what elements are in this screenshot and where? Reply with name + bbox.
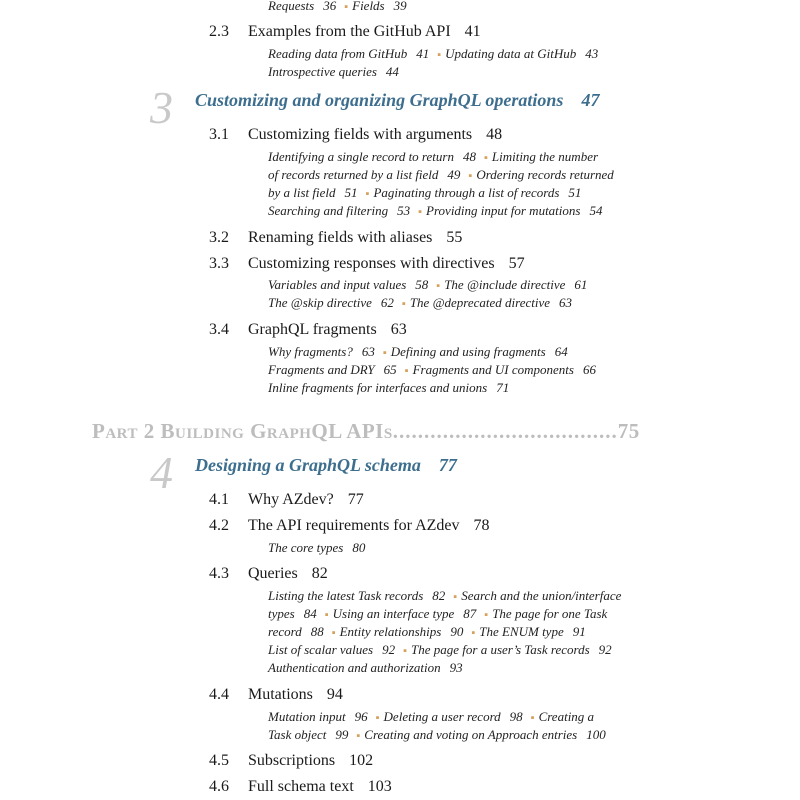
subtopic-page: 82 <box>432 588 446 603</box>
subtopic-page: 71 <box>496 380 510 395</box>
subtopic-line <box>268 277 591 293</box>
section-number: 4.5 <box>209 752 229 769</box>
section-number: 4.6 <box>209 778 229 795</box>
subtopic-title: Task object <box>268 727 327 742</box>
section-heading <box>209 126 502 144</box>
subtopic-title: Listing the latest Task records <box>268 588 424 603</box>
section-number: 4.4 <box>209 686 229 703</box>
subtopic-title: List of scalar values <box>268 642 374 657</box>
subtopic-page: 36 <box>323 0 337 13</box>
section-page: 94 <box>326 686 343 703</box>
section-title: Customizing responses with directives <box>248 255 495 272</box>
subtopic-page: 99 <box>335 727 349 742</box>
bullet-separator: ▪ <box>468 170 473 182</box>
subtopic-title: The core types <box>268 540 344 555</box>
subtopic-page: 93 <box>449 660 463 675</box>
section-page: 102 <box>349 752 374 769</box>
subtopic-title: The page for a user’s Task records <box>411 642 590 657</box>
bullet-separator: ▪ <box>453 591 458 603</box>
section-page: 63 <box>390 321 407 338</box>
subtopic-line <box>268 344 572 360</box>
section-heading <box>209 517 490 535</box>
subtopic-page: 80 <box>352 540 366 555</box>
part-page: 75 <box>617 419 640 443</box>
subtopic-title: Fragments and UI components <box>412 362 574 377</box>
subtopic-page: 58 <box>415 277 429 292</box>
section-title: Renaming fields with aliases <box>248 229 433 246</box>
subtopic-title: The @skip directive <box>268 295 372 310</box>
subtopic-page: 84 <box>303 606 317 621</box>
subtopic-title: Mutation input <box>268 709 346 724</box>
chapter-title <box>195 90 599 111</box>
section-heading <box>209 23 481 41</box>
subtopic-line <box>268 727 610 743</box>
bullet-separator: ▪ <box>471 627 476 639</box>
section-number: 4.2 <box>209 517 229 534</box>
subtopic-title: Why fragments? <box>268 344 353 359</box>
bullet-separator: ▪ <box>401 298 406 310</box>
subtopic-line <box>268 588 621 604</box>
subtopic-page: 96 <box>354 709 368 724</box>
subtopic-page: 64 <box>554 344 568 359</box>
subtopic-title: of records returned by a list field <box>268 167 439 182</box>
chapter-number: 3 <box>150 82 173 133</box>
subtopic-line <box>268 46 602 62</box>
section-page: 77 <box>347 491 364 508</box>
subtopic-title: The page for one Task <box>492 606 608 621</box>
subtopic-line <box>268 380 513 396</box>
bullet-separator: ▪ <box>483 152 488 164</box>
subtopic-title: Variables and input values <box>268 277 407 292</box>
subtopic-page: 39 <box>393 0 407 13</box>
bullet-separator: ▪ <box>382 347 387 359</box>
subtopic-line <box>268 0 411 14</box>
subtopic-title: Deleting a user record <box>383 709 501 724</box>
subtopic-title: The @deprecated directive <box>409 295 551 310</box>
subtopic-title: Creating and voting on Approach entries <box>364 727 578 742</box>
section-heading <box>209 491 364 509</box>
subtopic-title: Paginating through a list of records <box>373 185 560 200</box>
bullet-separator: ▪ <box>404 365 409 377</box>
section-heading <box>209 686 343 704</box>
section-title: Examples from the GitHub API <box>248 23 451 40</box>
subtopic-page: 92 <box>598 642 612 657</box>
subtopic-page: 92 <box>382 642 396 657</box>
subtopic-title: Using an interface type <box>332 606 455 621</box>
subtopic-title: Fragments and DRY <box>268 362 375 377</box>
chapter-title-text: Customizing and organizing GraphQL operations <box>195 90 564 110</box>
subtopic-title: Creating a <box>538 709 595 724</box>
bullet-separator: ▪ <box>324 609 329 621</box>
subtopic-page: 91 <box>572 624 586 639</box>
bullet-separator: ▪ <box>418 206 423 218</box>
subtopic-title: types <box>268 606 295 621</box>
subtopic-page: 49 <box>447 167 461 182</box>
section-number: 4.1 <box>209 491 229 508</box>
subtopic-line <box>268 540 369 556</box>
section-heading <box>209 778 392 796</box>
section-page: 57 <box>508 255 525 272</box>
subtopic-page: 61 <box>574 277 588 292</box>
section-page: 48 <box>486 126 503 143</box>
part-leader-dots: .................................... <box>392 419 618 443</box>
subtopic-line <box>268 660 467 676</box>
section-number: 4.3 <box>209 565 229 582</box>
subtopic-title: Identifying a single record to return <box>268 149 454 164</box>
subtopic-page: 41 <box>416 46 430 61</box>
subtopic-title: Searching and filtering <box>268 203 389 218</box>
subtopic-line <box>268 709 594 725</box>
bullet-separator: ▪ <box>436 280 441 292</box>
subtopic-title: Search and the union/interface <box>461 588 622 603</box>
subtopic-line <box>268 149 598 165</box>
subtopic-page: 90 <box>450 624 464 639</box>
subtopic-title: Entity relationships <box>339 624 442 639</box>
subtopic-title: Providing input for mutations <box>426 203 581 218</box>
subtopic-page: 63 <box>361 344 375 359</box>
bullet-separator: ▪ <box>344 1 349 13</box>
subtopic-line <box>268 624 590 640</box>
subtopic-line <box>268 362 600 378</box>
subtopic-title: record <box>268 624 302 639</box>
section-number: 3.2 <box>209 229 229 246</box>
bullet-separator: ▪ <box>484 609 489 621</box>
bullet-separator: ▪ <box>375 712 380 724</box>
section-heading <box>209 255 525 273</box>
bullet-separator: ▪ <box>403 645 407 657</box>
bullet-separator: ▪ <box>356 730 361 742</box>
subtopic-title: The ENUM type <box>479 624 564 639</box>
subtopic-page: 53 <box>397 203 411 218</box>
subtopic-page: 43 <box>585 46 599 61</box>
subtopic-page: 65 <box>383 362 397 377</box>
bullet-separator: ▪ <box>365 188 370 200</box>
subtopic-title: by a list field <box>268 185 336 200</box>
subtopic-page: 51 <box>568 185 582 200</box>
bullet-separator: ▪ <box>437 49 442 61</box>
section-page: 103 <box>367 778 392 795</box>
subtopic-page: 66 <box>582 362 596 377</box>
subtopic-title: Reading data from GitHub <box>268 46 408 61</box>
subtopic-page: 88 <box>310 624 324 639</box>
section-title: GraphQL fragments <box>248 321 377 338</box>
subtopic-page: 98 <box>509 709 523 724</box>
subtopic-line <box>268 203 606 219</box>
subtopic-line <box>268 642 616 658</box>
subtopic-title: Defining and using fragments <box>390 344 546 359</box>
subtopic-page: 48 <box>462 149 476 164</box>
section-heading <box>209 752 373 770</box>
subtopic-page: 51 <box>344 185 358 200</box>
subtopic-title: The @include directive <box>444 277 566 292</box>
subtopic-title: Introspective queries <box>268 64 377 79</box>
subtopic-page: 87 <box>463 606 477 621</box>
section-heading <box>209 565 328 583</box>
section-title: Subscriptions <box>248 752 336 769</box>
subtopic-line <box>268 606 607 622</box>
subtopic-title: Fields <box>352 0 385 13</box>
chapter-page: 47 <box>581 90 600 110</box>
bullet-separator: ▪ <box>530 712 535 724</box>
subtopic-page: 100 <box>586 727 606 742</box>
part-title: Building GraphQL APIs <box>160 419 393 443</box>
part-heading <box>92 419 704 444</box>
section-number: 3.1 <box>209 126 229 143</box>
section-title: Full schema text <box>248 778 354 795</box>
chapter-page: 77 <box>438 455 457 475</box>
subtopic-title: Requests <box>268 0 315 13</box>
subtopic-title: Updating data at GitHub <box>445 46 577 61</box>
section-number: 2.3 <box>209 23 229 40</box>
section-heading <box>209 321 407 339</box>
section-page: 41 <box>464 23 481 40</box>
section-title: Queries <box>248 565 298 582</box>
section-page: 78 <box>473 517 490 534</box>
section-number: 3.3 <box>209 255 229 272</box>
section-number: 3.4 <box>209 321 229 338</box>
chapter-title-text: Designing a GraphQL schema <box>195 455 421 475</box>
subtopic-title: Inline fragments for interfaces and unions <box>268 380 488 395</box>
subtopic-line <box>268 185 585 201</box>
subtopic-title: Limiting the number <box>491 149 599 164</box>
subtopic-line <box>268 64 403 80</box>
section-page: 55 <box>446 229 463 246</box>
chapter-number: 4 <box>150 447 173 498</box>
section-page: 82 <box>311 565 328 582</box>
subtopic-page: 62 <box>380 295 394 310</box>
subtopic-page: 54 <box>589 203 603 218</box>
chapter-title <box>195 455 457 476</box>
section-heading <box>209 229 462 247</box>
section-title: Mutations <box>248 686 313 703</box>
subtopic-title: Ordering records returned <box>476 167 614 182</box>
part-label: Part 2 <box>92 419 161 443</box>
section-title: Why AZdev? <box>248 491 334 508</box>
section-title: The API requirements for AZdev <box>248 517 460 534</box>
subtopic-page: 63 <box>559 295 573 310</box>
subtopic-line <box>268 295 576 311</box>
section-title: Customizing fields with arguments <box>248 126 473 143</box>
subtopic-page: 44 <box>385 64 399 79</box>
subtopic-line <box>268 167 614 183</box>
subtopic-title: Authentication and authorization <box>268 660 441 675</box>
bullet-separator: ▪ <box>331 627 336 639</box>
